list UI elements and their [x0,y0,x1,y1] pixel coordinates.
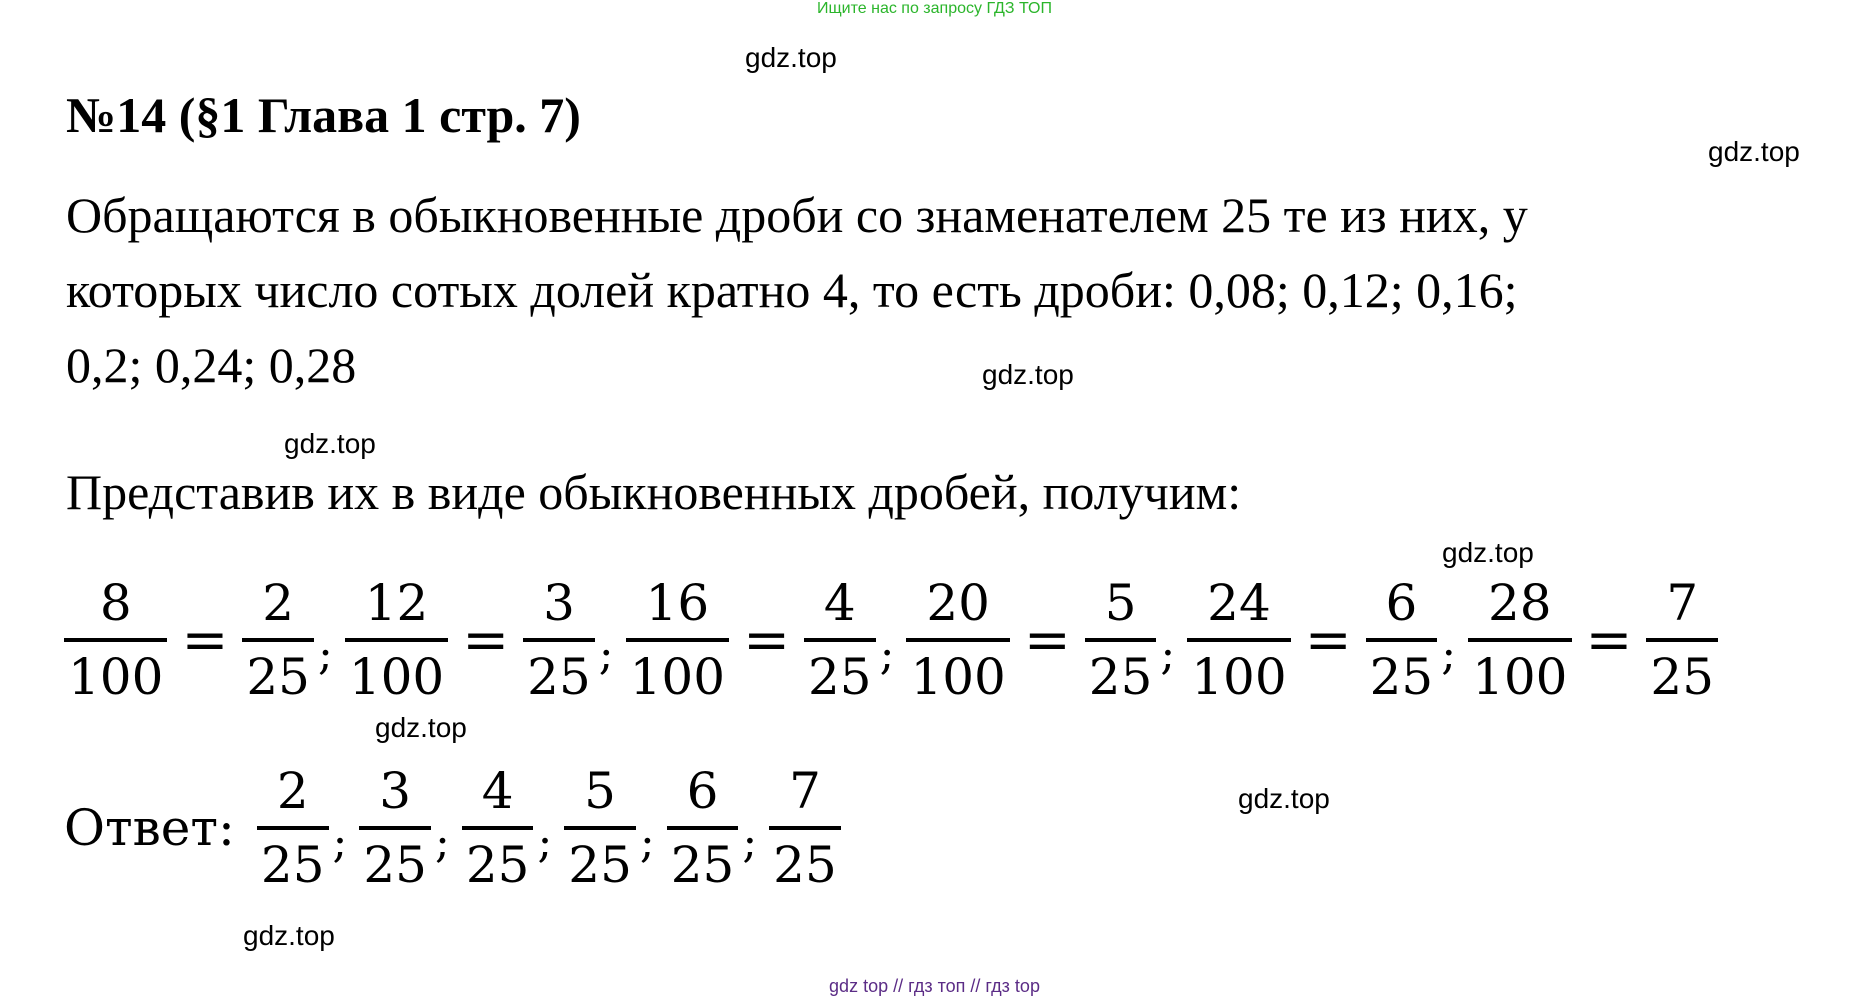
numerator: 20 [926,574,990,632]
numerator: 3 [379,762,412,820]
top-banner: Ищите нас по запросу ГДЗ ТОП [817,0,1052,17]
numerator: 2 [276,762,309,820]
denominator: 25 [527,648,591,706]
answer-label: Ответ: [64,799,235,857]
numerator: 28 [1487,574,1552,632]
separator: ; [1441,628,1457,680]
explanation-line-2: которых число сотых долей кратно 4, то есть дроби: 0,08; 0,12; 0,16; [66,262,1518,318]
denominator: 25 [1369,648,1434,706]
denominator: 25 [1650,648,1715,706]
denominator: 25 [1088,648,1153,706]
separator: ; [639,816,655,868]
fraction-hundredths [906,574,1009,706]
answer-fraction [667,762,739,894]
watermark: gdz.top [1708,136,1800,167]
numerator: 16 [645,574,710,632]
fraction-reduced [242,574,314,706]
answer-fraction [257,762,329,894]
denominator: 100 [1472,648,1568,706]
fraction-hundredths [345,574,448,706]
fraction-hundredths [626,574,729,706]
separator: ; [742,816,758,868]
explanation-line-3: 0,2; 0,24; 0,28 [66,337,357,393]
fraction-hundredths [1468,574,1571,706]
denominator: 100 [629,648,726,706]
equals-sign: = [181,607,229,673]
denominator: 25 [260,836,325,894]
numerator: 8 [99,574,132,632]
denominator: 25 [465,836,530,894]
fraction-reduced [1085,574,1157,706]
numerator: 3 [543,574,575,632]
denominator: 25 [363,836,427,894]
separator: ; [332,816,348,868]
exercise-title: №14 (§1 Глава 1 стр. 7) [66,87,581,143]
denominator: 100 [68,648,164,706]
denominator: 100 [348,648,445,706]
numerator: 12 [364,574,429,632]
answer-fraction [769,762,841,894]
equals-sign: = [1023,607,1071,673]
watermark: gdz.top [982,359,1074,390]
denominator: 100 [910,648,1006,706]
equals-sign: = [743,607,790,673]
numerator: 7 [1666,574,1699,632]
fraction-reduced [523,574,595,706]
fraction-hundredths [64,574,167,706]
separator: ; [434,816,450,868]
numerator: 6 [1385,574,1418,632]
equals-sign: = [1585,607,1633,673]
fraction-hundredths [1187,574,1290,706]
watermark: gdz.top [1442,537,1534,568]
denominator: 25 [568,836,632,894]
numerator: 4 [823,574,856,632]
fraction-reduced [1366,574,1438,706]
numerator: 5 [1104,574,1137,632]
watermark: gdz.top [375,712,467,743]
equals-sign: = [462,607,510,673]
separator: ; [1160,628,1176,680]
denominator: 100 [1191,648,1287,706]
numerator: 7 [789,762,821,820]
separator: ; [879,628,895,680]
numerator: 24 [1207,574,1271,632]
watermark: gdz.top [745,42,837,73]
watermark: gdz.top [243,920,335,951]
equations-row [64,574,1718,706]
watermark: gdz.top [284,428,376,459]
denominator: 25 [807,648,872,706]
answer-row [64,762,841,894]
numerator: 4 [481,762,514,820]
fraction-reduced [804,574,876,706]
denominator: 25 [773,836,837,894]
watermark: gdz.top [1238,783,1330,814]
denominator: 25 [246,648,310,706]
intro-sentence: Представив их в виде обыкновенных дробей, получим: [66,464,1242,520]
separator: ; [317,628,333,680]
numerator: 6 [686,762,719,820]
answer-fraction [359,762,431,894]
explanation-line-1: Обращаются в обыкновенные дроби со знаменателем 25 те из них, у [66,187,1528,243]
separator: ; [537,816,553,868]
footer-links: gdz top // гдз топ // гдз top [829,976,1040,996]
numerator: 2 [262,574,295,632]
fraction-reduced [1646,574,1718,706]
equals-sign: = [1304,607,1352,673]
separator: ; [598,628,614,680]
denominator: 25 [670,836,735,894]
answer-fraction [462,762,534,894]
answer-fraction [564,762,636,894]
numerator: 5 [584,762,616,820]
